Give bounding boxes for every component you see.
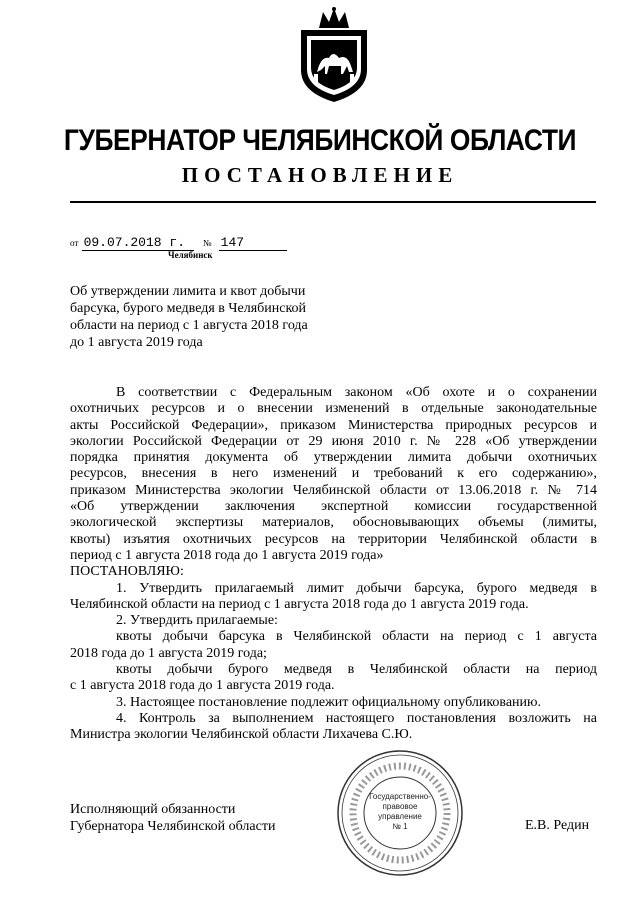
document-number: 147 <box>219 236 287 251</box>
quota-1-line: квоты добычи барсука в Челябинской области на период с 1 августа <box>116 629 597 645</box>
preamble-line: квоты) изъятия охотничьих ресурсов на территории Челябинской области в <box>70 531 597 547</box>
item-1-line: 1. Утвердить прилагаемый лимит добычи барсука, бурого медведя в <box>116 580 597 596</box>
subject-line: барсука, бурого медведя в Челябинской <box>70 301 307 316</box>
stamp-text-line: управление <box>378 812 422 821</box>
item-4-line: 4. Контроль за выполнением настоящего постановления возложить на <box>116 710 597 726</box>
subject-line: Об утверждении лимита и квот добычи <box>70 284 306 299</box>
preamble-line: охотничьих ресурсов и о внесении изменений в отдельные законодательные <box>70 401 597 417</box>
official-stamp <box>335 748 465 878</box>
stamp-text-line: Государственно- <box>369 792 431 801</box>
stamp-text-line: № 1 <box>392 822 408 831</box>
document-type: ПОСТАНОВЛЕНИЕ <box>181 163 459 187</box>
header-divider <box>70 201 596 203</box>
resolve-heading: ПОСТАНОВЛЯЮ: <box>70 564 184 580</box>
preamble-line: экологической экспертизы материалов, обосновывающих объемы (лимиты, <box>70 515 597 531</box>
date-prefix: от <box>70 238 79 248</box>
item-4-line: Министра экологии Челябинской области Лихачева С.Ю. <box>70 727 413 743</box>
item-1-line: Челябинской области на период с 1 августа 2018 года до 1 августа 2019 года. <box>70 596 529 612</box>
quota-1-line: 2018 года до 1 августа 2019 года; <box>70 645 267 661</box>
document-body <box>70 385 597 744</box>
signatory-position <box>70 801 275 835</box>
preamble-line: «Об утверждении заключения экспертной комиссии государственной <box>70 499 597 515</box>
item-3: 3. Настоящее постановление подлежит официальному опубликованию. <box>116 694 541 710</box>
date-number-line <box>70 234 287 251</box>
subject-line: до 1 августа 2019 года <box>70 335 203 350</box>
coat-of-arms-emblem <box>289 6 379 104</box>
quota-2-line: квоты добычи бурого медведя в Челябинской области на период <box>116 662 597 678</box>
subject-line: области на период с 1 августа 2018 года <box>70 318 308 333</box>
signatory-name: Е.В. Редин <box>525 818 590 833</box>
preamble-line: экологии Российской Федерации от 29 июня 2010 г. № 228 «Об утверждении <box>70 433 597 449</box>
preamble-line: порядка принятия документа об утверждении лимита добычи охотничьих <box>70 450 597 466</box>
preamble-line: акты Российской Федерации», приказом Министерства природных ресурсов и <box>70 417 597 433</box>
preamble-line: приказом Министерства экологии Челябинской области от 13.06.2018 г. № 714 <box>70 482 597 498</box>
preamble-line: В соответствии с Федеральным законом «Об охоте и о сохранении <box>116 385 597 400</box>
document-subject <box>70 283 370 351</box>
preamble-line: период с 1 августа 2018 года до 1 августа 2019 года» <box>70 547 384 563</box>
stamp-text-line: правовое <box>382 802 418 811</box>
position-line: Губернатора Челябинской области <box>70 819 276 834</box>
number-prefix: № <box>202 238 212 248</box>
item-2: 2. Утвердить прилагаемые: <box>116 613 278 629</box>
quota-2-line: с 1 августа 2018 года до 1 августа 2019 года. <box>70 678 335 694</box>
city-name: Челябинск <box>168 250 213 260</box>
preamble-line: ресурсов, внесения в него изменений и требований к его содержанию», <box>70 466 597 482</box>
document-title: ГУБЕРНАТОР ЧЕЛЯБИНСКОЙ ОБЛАСТИ <box>63 124 577 157</box>
position-line: Исполняющий обязанности <box>70 802 236 817</box>
document-date: 09.07.2018 г. <box>82 236 194 251</box>
